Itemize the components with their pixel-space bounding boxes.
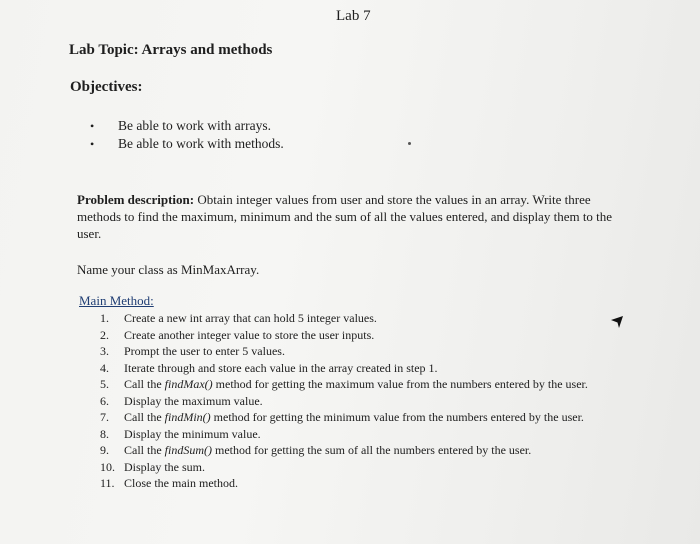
step-number: 7. xyxy=(100,410,109,424)
step-text xyxy=(124,328,374,343)
mouse-pointer-icon xyxy=(608,312,626,330)
step-method-name: findMin() xyxy=(164,410,211,424)
step-number: 3. xyxy=(100,344,109,358)
stray-mark xyxy=(408,142,411,145)
steps-list xyxy=(100,311,620,493)
step-item xyxy=(100,410,620,425)
objectives-heading: Objectives: xyxy=(70,79,143,95)
problem-label: Problem description: xyxy=(77,192,195,207)
step-text xyxy=(124,410,584,425)
objective-item xyxy=(90,118,284,136)
step-text xyxy=(124,377,588,392)
step-method-name: findSum() xyxy=(164,443,212,457)
step-text-pre: Display the sum. xyxy=(124,459,205,474)
objective-item xyxy=(90,136,284,154)
step-text xyxy=(124,344,285,359)
step-method-name: findMax() xyxy=(164,377,213,391)
step-text-pre: Prompt the user to enter 5 values. xyxy=(124,344,285,358)
step-text-pre: Create another integer value to store the user inputs. xyxy=(124,327,375,342)
step-text xyxy=(124,443,531,458)
step-text xyxy=(124,427,261,442)
step-item xyxy=(100,427,620,442)
step-text-pre: Display the maximum value. xyxy=(124,393,263,408)
bullet-icon: • xyxy=(90,137,95,151)
step-number: 2. xyxy=(100,327,109,342)
step-item xyxy=(100,460,620,475)
step-text-pre: Iterate through and store each value in the array created in step 1. xyxy=(124,360,438,375)
step-text-pre: Call the xyxy=(124,443,165,457)
step-item xyxy=(100,394,620,409)
step-item xyxy=(100,443,620,458)
objective-text: Be able to work with methods. xyxy=(118,136,284,151)
step-text xyxy=(124,460,205,475)
step-text xyxy=(124,361,438,376)
problem-text: Obtain integer values from user and store the values in an array. Write three methods to find the maximum, minimum and the sum of all the values entered, and display them to the user. xyxy=(77,192,613,241)
main-method-heading: Main Method: xyxy=(79,293,154,308)
step-text-pre: Close the main method. xyxy=(124,476,238,490)
step-number: 9. xyxy=(100,443,109,457)
step-number: 4. xyxy=(100,360,109,375)
step-item xyxy=(100,476,620,491)
step-text-post: method for getting the maximum value from the numbers entered by the user. xyxy=(212,377,588,391)
step-number: 8. xyxy=(100,426,109,441)
objective-text: Be able to work with arrays. xyxy=(118,118,271,133)
step-text xyxy=(124,394,263,409)
step-text-pre: Call the xyxy=(124,410,165,424)
step-text-pre: Create a new int array that can hold 5 integer values. xyxy=(124,311,377,325)
step-item xyxy=(100,361,620,376)
page-title: Lab 7 xyxy=(336,8,371,24)
step-number: 6. xyxy=(100,393,109,408)
step-text-pre: Display the minimum value. xyxy=(124,426,261,441)
step-item xyxy=(100,377,620,392)
step-number: 11. xyxy=(100,476,115,490)
step-item xyxy=(100,344,620,359)
bullet-icon: • xyxy=(90,119,95,133)
step-text xyxy=(124,476,238,491)
step-text-pre: Call the xyxy=(124,377,165,391)
step-item xyxy=(100,311,620,326)
step-text-post: method for getting the sum of all the numbers entered by the user. xyxy=(212,443,532,457)
objectives-list xyxy=(90,118,284,154)
step-item xyxy=(100,328,620,343)
lab-topic: Lab Topic: Arrays and methods xyxy=(69,42,273,58)
step-text-post: method for getting the minimum value from the numbers entered by the user. xyxy=(210,410,584,424)
step-number: 5. xyxy=(100,377,109,391)
step-number: 1. xyxy=(100,311,109,325)
step-number: 10. xyxy=(100,459,115,474)
class-instruction: Name your class as MinMaxArray. xyxy=(77,262,260,277)
problem-description xyxy=(77,191,637,242)
step-text xyxy=(124,311,377,326)
